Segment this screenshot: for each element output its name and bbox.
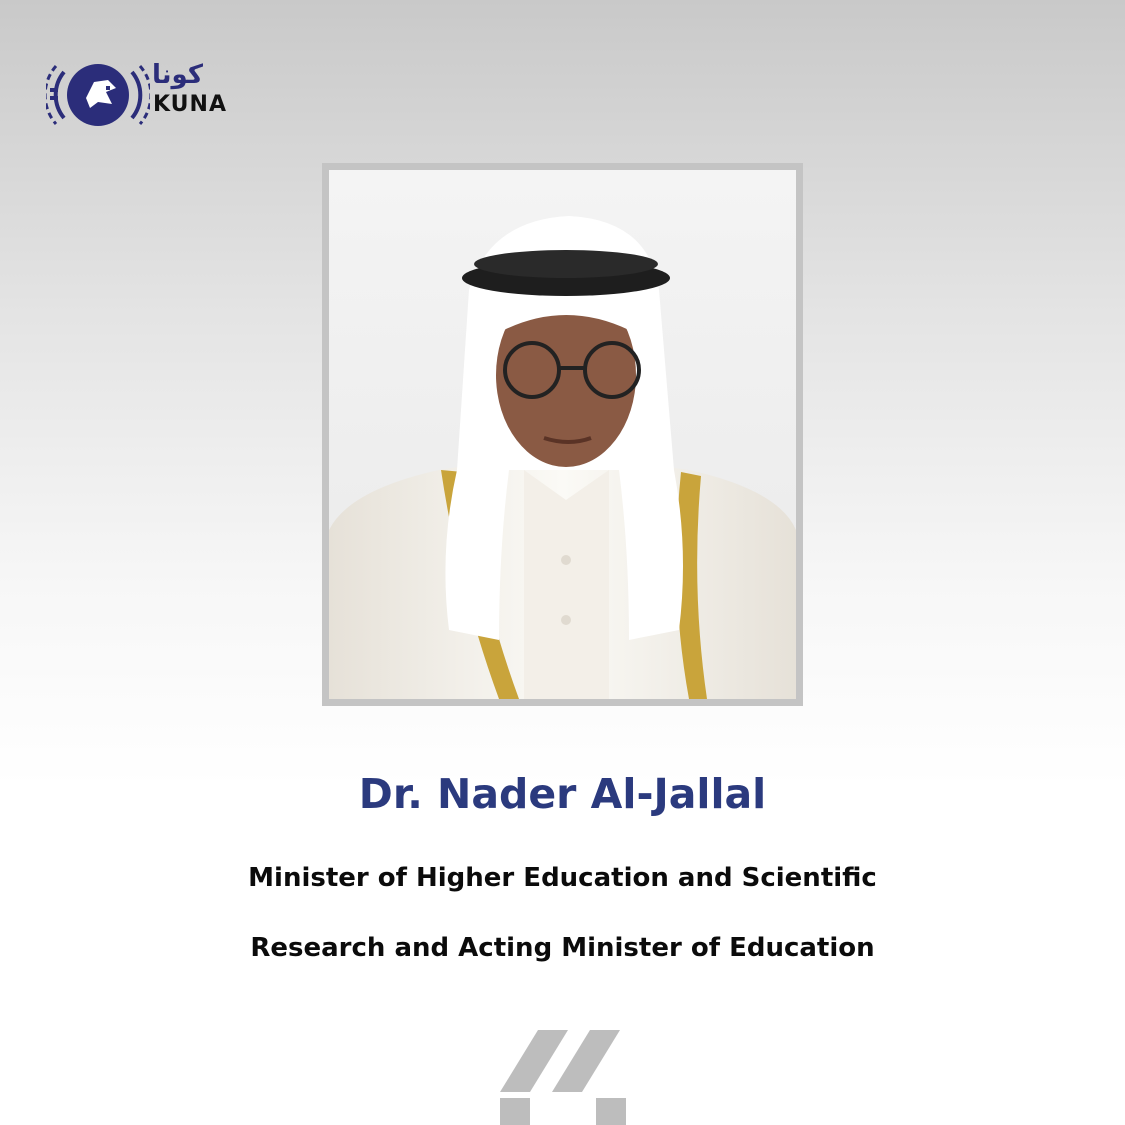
person-title-line-2: Research and Acting Minister of Education bbox=[250, 933, 875, 963]
logo-latin-text: KUNA bbox=[153, 92, 227, 117]
portrait-frame bbox=[322, 163, 803, 706]
portrait-photo bbox=[329, 170, 796, 699]
kuna-emblem-icon bbox=[46, 58, 150, 132]
logo-arabic-text: كونا bbox=[152, 60, 203, 90]
person-name: Dr. Nader Al-Jallal bbox=[358, 770, 767, 818]
person-title-line-1: Minister of Higher Education and Scientific bbox=[248, 863, 877, 893]
quote-mark-icon bbox=[500, 1030, 630, 1125]
